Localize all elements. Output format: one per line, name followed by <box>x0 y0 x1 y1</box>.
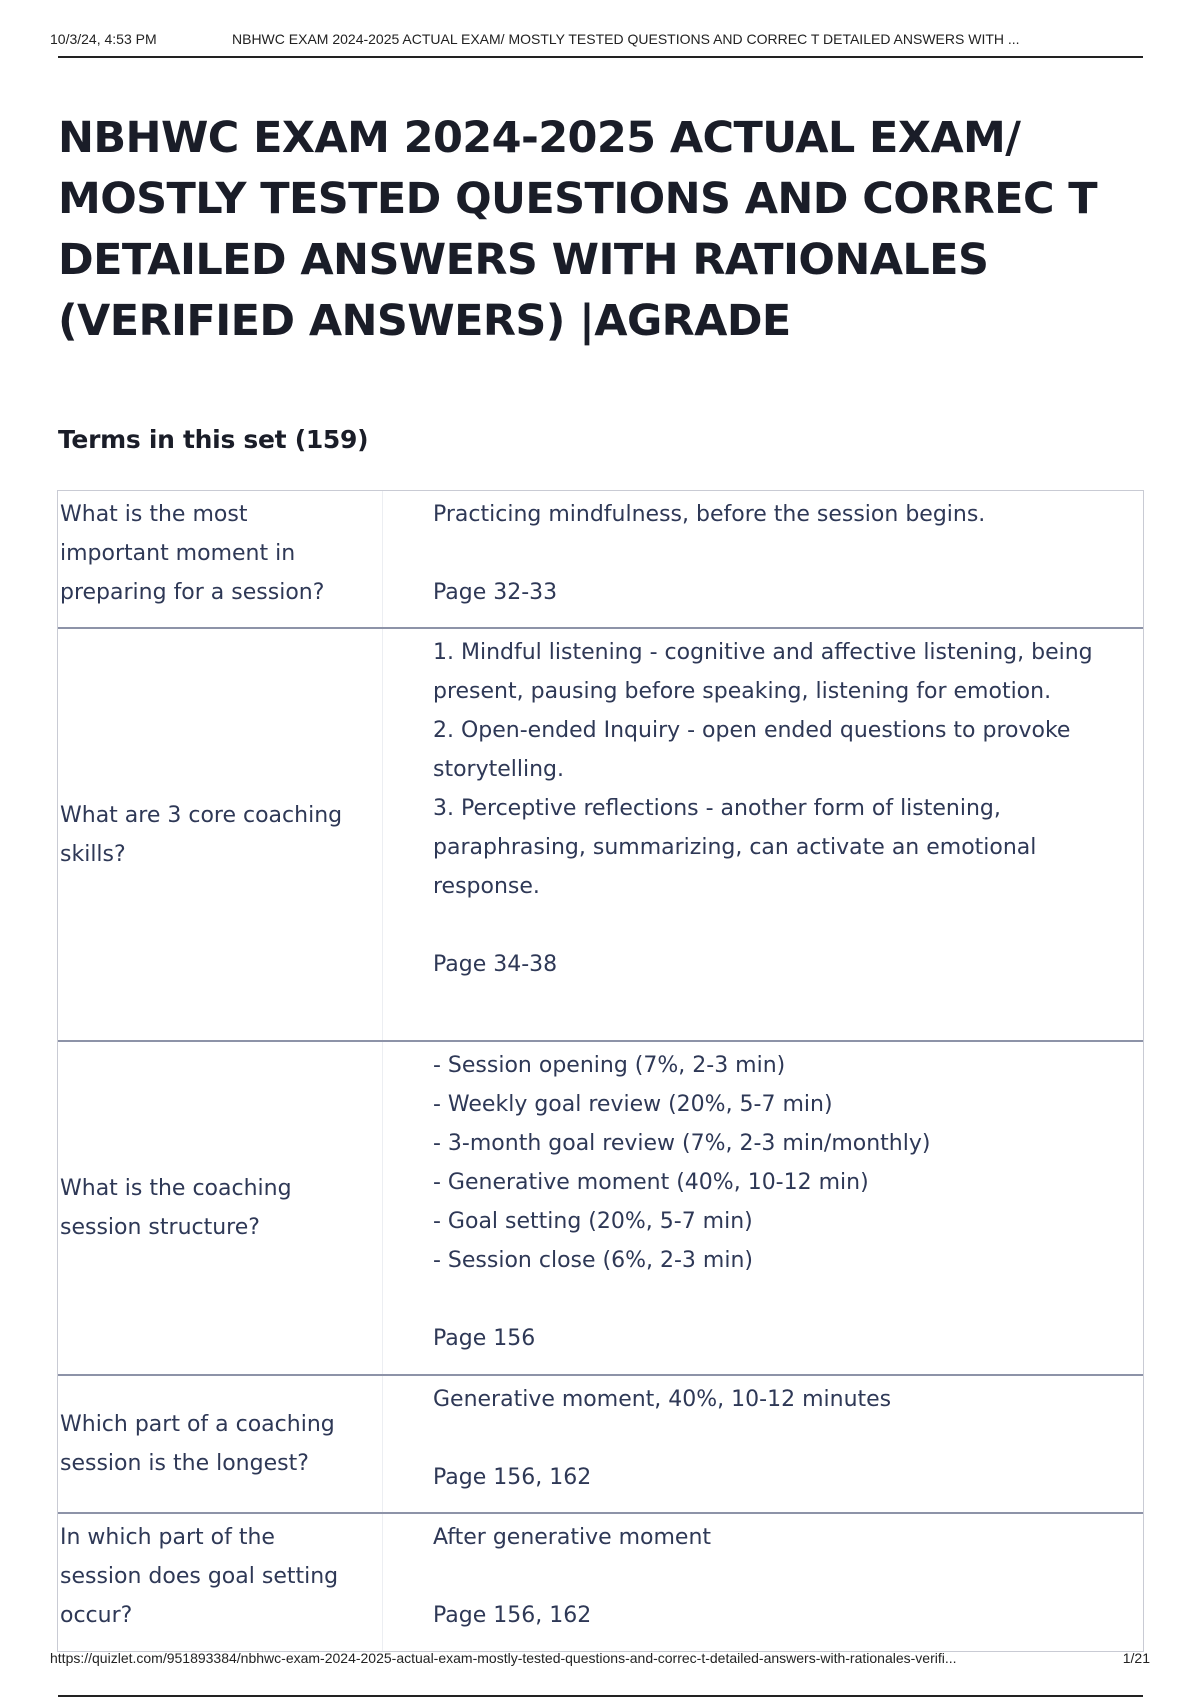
term-text: What is the most important moment in preparing for a session? <box>58 491 383 627</box>
definition <box>433 1380 1123 1497</box>
definition-line: 1. Mindful listening - cognitive and affective listening, being present, pausing before speaking, listening for emotion. <box>433 640 1093 704</box>
definition-page: Page 156, 162 <box>433 1465 592 1490</box>
terms-table <box>57 490 1144 1652</box>
definition-line: 2. Open-ended Inquiry - open ended questions to provoke storytelling. <box>433 718 1071 782</box>
definition-page: Page 32-33 <box>433 580 558 605</box>
print-doc-title: NBHWC EXAM 2024-2025 ACTUAL EXAM/ MOSTLY TESTED QUESTIONS AND CORREC T DETAILED ANSWERS WITH ... <box>232 31 1020 47</box>
term-text: In which part of the session does goal setting occur? <box>58 1514 383 1651</box>
print-datetime: 10/3/24, 4:53 PM <box>50 31 157 47</box>
definition-page: Page 34-38 <box>433 952 558 977</box>
term-text: What are 3 core coaching skills? <box>58 629 383 1040</box>
definition-line: - Generative moment (40%, 10-12 min) <box>433 1170 869 1195</box>
definition-line: - Goal setting (20%, 5-7 min) <box>433 1209 753 1234</box>
header-divider <box>58 56 1143 58</box>
term-row <box>58 1376 1143 1514</box>
definition <box>433 495 1123 612</box>
definition-line: 3. Perceptive reflections - another form of listening, paraphrasing, summarizing, can activate an emotional response. <box>433 796 1037 899</box>
terms-heading: Terms in this set (159) <box>58 425 369 454</box>
definition-line: Generative moment, 40%, 10-12 minutes <box>433 1387 892 1412</box>
term-text: Which part of a coaching session is the longest? <box>58 1376 383 1512</box>
definition-line: After generative moment <box>433 1525 712 1550</box>
definition-line: - Session opening (7%, 2-3 min) <box>433 1053 786 1078</box>
definition <box>433 1046 1123 1358</box>
page-title: NBHWC EXAM 2024-2025 ACTUAL EXAM/ MOSTLY TESTED QUESTIONS AND CORREC T DETAILED ANSWERS WITH RATIONALES (VERIFIED ANSWERS) |AGRADE <box>58 113 1098 346</box>
definition <box>433 1518 1123 1635</box>
term-row <box>58 1514 1143 1652</box>
definition-line: - Weekly goal review (20%, 5-7 min) <box>433 1092 833 1117</box>
definition-line: - 3-month goal review (7%, 2-3 min/monthly) <box>433 1131 931 1156</box>
definition-line: Practicing mindfulness, before the session begins. <box>433 502 986 527</box>
term-row <box>58 1042 1143 1376</box>
definition-page: Page 156 <box>433 1326 536 1351</box>
term-text: What is the coaching session structure? <box>58 1042 383 1374</box>
definition <box>433 633 1123 984</box>
print-footer-url[interactable]: https://quizlet.com/951893384/nbhwc-exam-2024-2025-actual-exam-mostly-tested-questions-and-correc-t-detailed-answers-with-rationales-verifi... <box>50 1650 957 1666</box>
footer-divider <box>58 1695 1143 1697</box>
term-row <box>58 491 1143 629</box>
term-row <box>58 629 1143 1042</box>
definition-page: Page 156, 162 <box>433 1603 592 1628</box>
definition-line: - Session close (6%, 2-3 min) <box>433 1248 753 1273</box>
print-page-number: 1/21 <box>1122 1650 1150 1666</box>
